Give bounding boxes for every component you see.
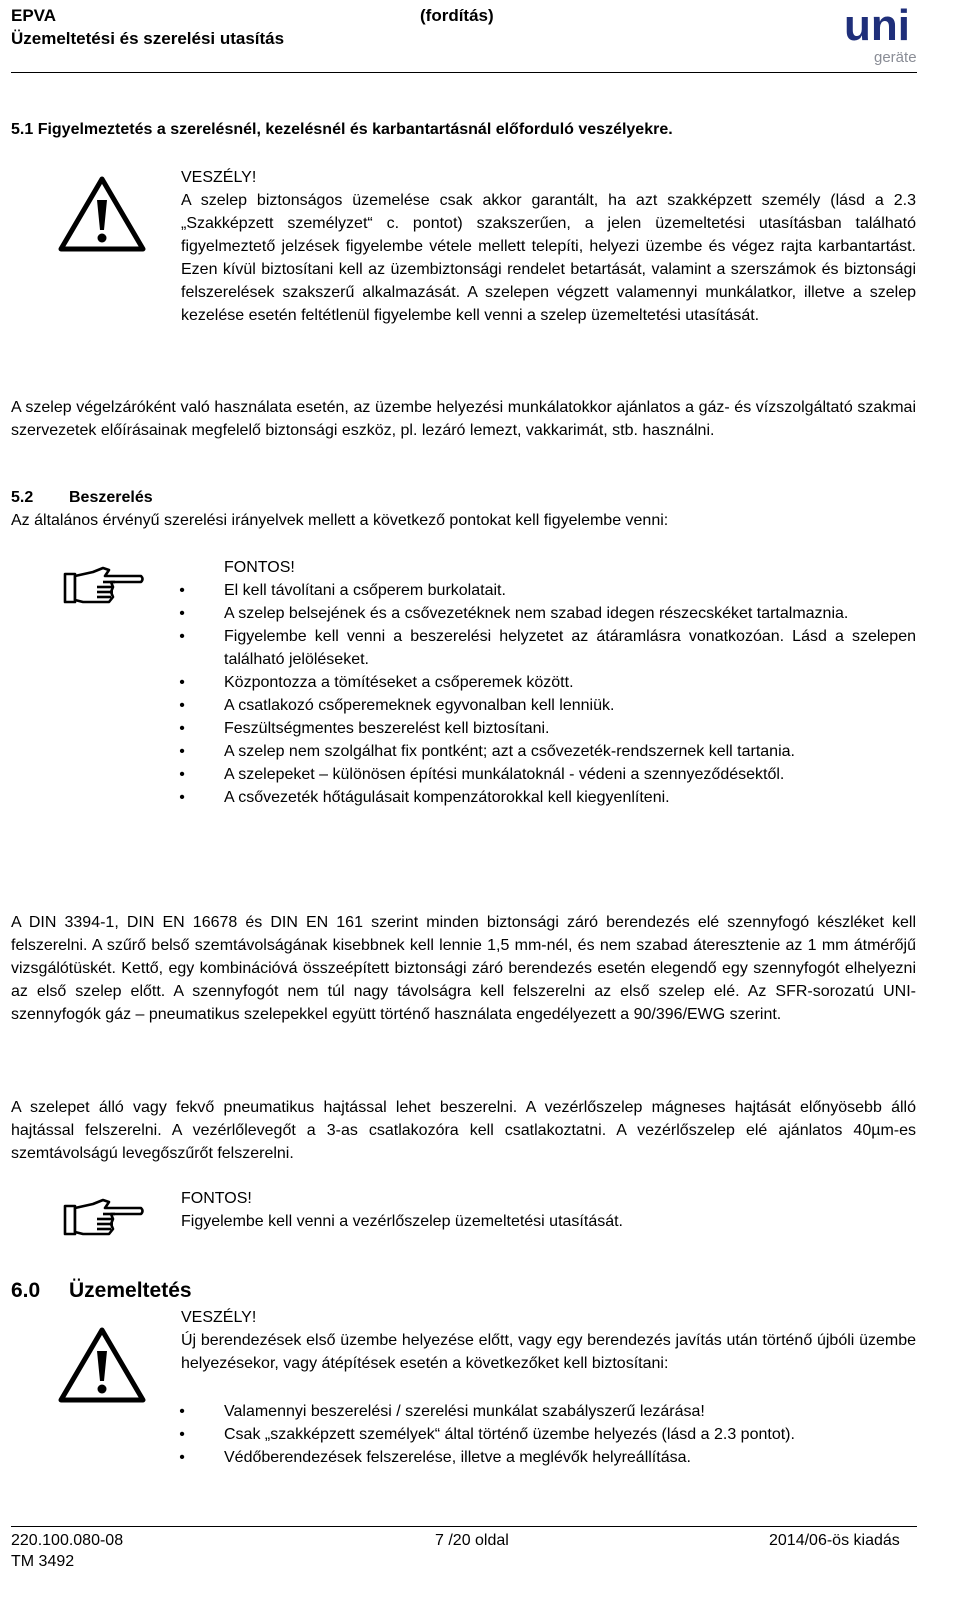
list-item: • Valamennyi beszerelési / szerelési munkálat szabályszerű lezárása!: [179, 1403, 705, 1420]
strainer-paragraph: A DIN 3394-1, DIN EN 16678 és DIN EN 161 szerint minden biztonsági záró berendezés elé szennyfogó készléket kell felszerelni. A szűrő belső szemtávolságának kisebbnek kell lennie 1,5 mm-nél, és nem szabad áteresztenie az 1 mm átmérőjű vizsgálótüskét. Kettő, egy kombinációvá összeépített biztonsági záró berendezés esetén elegendő egy szennyfogót elhelyezni az első szelep előtt. A szennyfogót nem túl nagy távolságra kell felszerelni az első szelep elé. Az SFR-sorozatú UNI-szennyfogók gáz – pneumatikus szelepekkel együtt történő használata engedélyezett a 90/396/EWG szerint.: [11, 914, 916, 1023]
commissioning-bullet-list: [177, 1400, 916, 1469]
pointing-hand-icon: [63, 566, 145, 613]
section-6-number: 6.0: [11, 1279, 41, 1302]
list-item: • A szelep nem szolgálhat fix pontként; azt a csővezeték-rendszernek kell tartania.: [179, 743, 795, 760]
footer-tm: TM 3492: [11, 1553, 75, 1570]
section-5-1-heading: 5.1 Figyelmeztetés a szerelésnél, kezelésnél és karbantartásnál előforduló veszélyekre.: [11, 121, 673, 138]
list-item: • El kell távolítani a csőperem burkolatait.: [179, 582, 506, 599]
section-5-1-paragraph: A szelep végelzáróként való használata esetén, az üzembe helyezési munkálatokkor ajánlatos a gáz- és vízszolgáltató szakmai szervezetek előírásainak megfelelő biztonsági eszköz, pl. lezáró lemezt, vakkarimát, stb. használni.: [11, 399, 916, 439]
doc-code: EPVA: [11, 6, 57, 25]
footer-page-number: 7 /20 oldal: [435, 1532, 509, 1549]
translation-note: (fordítás): [420, 6, 494, 25]
logo-subtext: geräte: [874, 49, 917, 66]
section-6-title: Üzemeltetés: [69, 1279, 192, 1302]
note-label: FONTOS!: [224, 559, 295, 576]
note-2-label: FONTOS!: [181, 1190, 252, 1207]
header-rule: [11, 72, 917, 73]
footer-doc-code: 220.100.080-08: [11, 1532, 124, 1549]
list-item: • Feszültségmentes beszerelést kell biztosítani.: [179, 720, 550, 737]
footer-rule: [11, 1526, 917, 1527]
doc-subtitle: Üzemeltetési és szerelési utasítás: [11, 29, 285, 48]
danger-text: A szelep biztonságos üzemelése csak akkor garantált, ha azt szakképzett személy (lásd a 2.3 „Szakképzett személyzet“ c. pontot) szakszerűen, a jelen üzemeltetési utasításban található figyelmeztető jelzések figyelembe vétele mellett telepíti, helyezi üzembe és végez rajta karbantartást. Ezen kívül biztosítani kell az üzembiztonsági rendelet betartását, valamint a szerszámok és biztonsági felszerelések szakszerű alkalmazását. A szelepen végzett valamennyi munkálatkor, illetve a szelep kezelése esetén feltétlenül figyelembe kell venni a szelep üzemeltetési utasítását.: [181, 192, 916, 324]
list-item: • A csővezeték hőtágulásait kompenzátorokkal kell kiegyenlíteni.: [179, 789, 670, 806]
list-item: • Védőberendezések felszerelése, illetve a meglévők helyreállítása.: [179, 1449, 691, 1466]
list-item: • Központozza a tömítéseket a csőperemek között.: [179, 674, 574, 691]
warning-triangle-icon: [58, 176, 146, 257]
warning-triangle-icon: [58, 1327, 146, 1408]
installation-bullet-list: [177, 579, 916, 809]
list-item: • Csak „szakképzett személyek“ által történő üzembe helyezés (lásd a 2.3 pontot).: [179, 1426, 795, 1443]
list-item: • A szelepeket – különösen építési munkálatoknál - védeni a szennyeződésektől.: [179, 766, 785, 783]
note-2-text: Figyelembe kell venni a vezérlőszelep üzemeltetési utasítását.: [181, 1213, 623, 1230]
danger-text: Új berendezések első üzembe helyezése előtt, vagy egy berendezés javítás után történő újbóli üzembe helyezésekor, vagy átépítések esetén a következőket kell biztosítani:: [181, 1332, 916, 1372]
pointing-hand-icon: [63, 1198, 145, 1245]
section-5-2-number: 5.2: [11, 489, 34, 506]
uni-logo: [842, 0, 922, 70]
section-5-2-intro: Az általános érvényű szerelési irányelvek mellett a következő pontokat kell figyelembe venni:: [11, 512, 669, 529]
footer-edition: 2014/06-ös kiadás: [769, 1532, 900, 1549]
list-item: • A szelep belsejének és a csővezetéknek nem szabad idegen részecskéket tartalmaznia.: [179, 605, 849, 622]
danger-label: VESZÉLY!: [181, 1309, 257, 1326]
actuator-paragraph: A szelepet álló vagy fekvő pneumatikus hajtással lehet beszerelni. A vezérlőszelep mágneses hajtását előnyösebb álló hajtással felszerelni. A vezérlőlevegőt a 3-as csatlakozóra kell csatlakoztatni. A vezérlőszelep elé ajánlatos 40µm-es szemtávolságú levegőszűrőt felszerelni.: [11, 1099, 916, 1162]
danger-label: VESZÉLY!: [181, 169, 257, 186]
logo-wordmark: uni: [844, 1, 910, 50]
list-item: • A csatlakozó csőperemeknek egyvonalban kell lenniük.: [179, 697, 615, 714]
section-5-2-title: Beszerelés: [69, 489, 153, 506]
list-item: • Figyelembe kell venni a beszerelési helyzetet az átáramlásra vonatkozóan. Lásd a szelepen található jelöléseket.: [179, 628, 916, 668]
